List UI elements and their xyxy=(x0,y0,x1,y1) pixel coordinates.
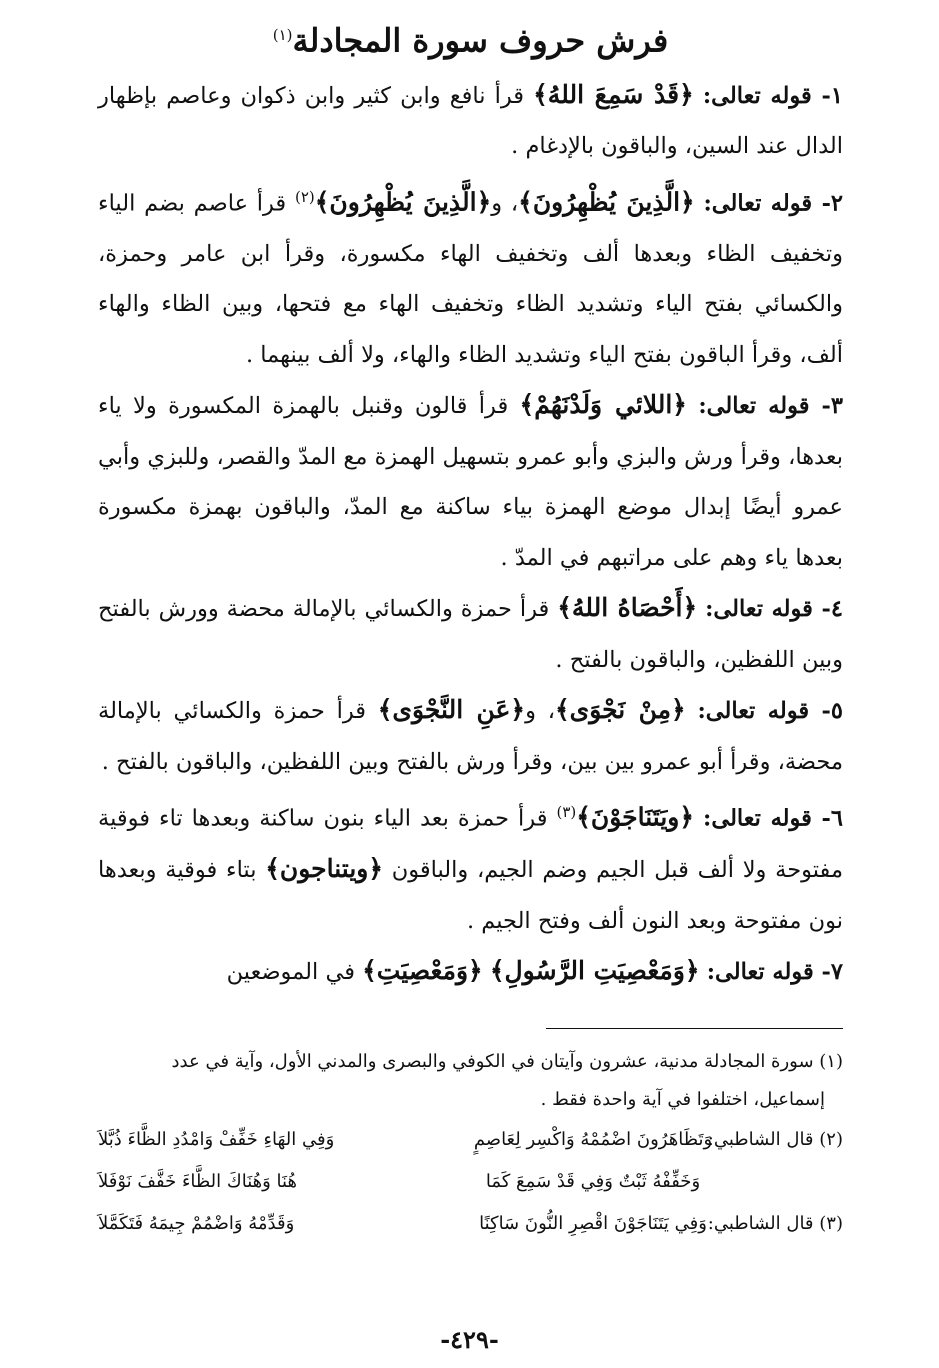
quran-quote: ﴿اللائي وَلَدْنَهُمْ﴾ xyxy=(519,390,687,420)
footnote-divider xyxy=(546,1028,843,1029)
paragraph-7 xyxy=(98,946,843,998)
paragraph-text xyxy=(697,596,705,622)
paragraph-text: قرأ عاصم بضم الياء وتخفيف الظاء وبعدها ألف وتخفيف الهاء مكسورة، وقرأ ابن عامر وحمزة، والكسائي بفتح الياء وتشديد الظاء وتخفيف الهاء مع فتحها، وبين الظاء والهاء ألف، وقرأ الباقون بفتح الياء وتشديد الظاء والهاء، ولا ألف بينهما . xyxy=(98,190,843,368)
paragraph-number-lead: ٥- قوله تعالى: xyxy=(697,698,843,725)
footnote-2-verse-1 xyxy=(98,1119,843,1161)
body-text xyxy=(98,70,843,998)
verse-hemistich-second: هُنَا وَهُنَاكَ الظَّاءَ خَفَّفَ نَوْفَلاَ xyxy=(98,1170,297,1192)
quran-quote: ﴿قَدْ سَمِعَ اللهُ﴾ xyxy=(533,79,694,109)
paragraph-text: ، و xyxy=(491,190,519,217)
footnote-3-label: (٣) قال الشاطبي: xyxy=(707,1212,843,1234)
page-title xyxy=(98,12,843,64)
footnote-1-line-1: (١) سورة المجادلة مدنية، عشرون وآيتان في الكوفي والبصرى والمدني الأول، وآية في عدد xyxy=(171,1050,843,1072)
page-title-text: فرش حروف سورة المجادلة xyxy=(292,21,669,60)
paragraph-text: قرأ حمزة بعد الياء بنون ساكنة وبعدها تاء فوقية مفتوحة ولا ألف قبل الجيم وضم الجيم، والباقون xyxy=(98,805,843,884)
paragraph-text xyxy=(687,393,698,419)
paragraph-2 xyxy=(98,172,843,381)
paragraph-text: ، و xyxy=(525,698,556,725)
paragraph-number-lead: ١- قوله تعالى: xyxy=(702,82,843,109)
paragraph-4 xyxy=(98,583,843,685)
paragraph-number-lead: ٧- قوله تعالى: xyxy=(706,959,843,986)
verse-hemistich-second: وَفِي الهَاءِ خَفِّفْ وَامْدُدِ الظَّاءَ ذُبَّلاَ xyxy=(98,1128,335,1150)
paragraph-text xyxy=(700,959,707,985)
footnote-1-line-2: إسماعيل، اختلفوا في آية واحدة فقط . xyxy=(540,1088,825,1110)
page-number: -٤٢٩- xyxy=(440,1325,499,1354)
paragraph-number-lead: ٣- قوله تعالى: xyxy=(698,393,843,420)
paragraph-text: في الموضعين xyxy=(226,959,363,986)
paragraph-3 xyxy=(98,380,843,583)
quran-quote: ﴿الَّذِينَ يُظْهِرُونَ﴾ xyxy=(314,187,492,217)
paragraph-number-lead: ٦- قوله تعالى: xyxy=(703,805,843,832)
paragraph-number-lead: ٤- قوله تعالى: xyxy=(705,596,843,623)
verse-hemistich-second: وَقَدِّمْهُ وَاضْمُمْ جِيمَهُ فَتَكَمَّلاَ xyxy=(98,1212,295,1234)
footnote-marker: (٢) xyxy=(294,187,315,206)
verse-hemistich-first: وَفِي يَتَنَاجَوْنَ اقْصِرِ النُّونَ سَاكِنًا xyxy=(479,1212,707,1234)
quran-quote: ﴿ويَتَنَاجَوْنَ﴾ xyxy=(576,802,695,832)
paragraph-text xyxy=(694,806,703,832)
paragraph-5 xyxy=(98,685,843,787)
paragraph-text xyxy=(694,83,703,109)
verse-hemistich-first: وَخَفِّفْهُ ثَبْتٌ وَفِي قَدْ سَمِعَ كَمَا xyxy=(485,1170,701,1192)
paragraph-text: قرأ حمزة والكسائي بالإمالة محضة وورش بالفتح وبين اللفظين، والباقون بالفتح . xyxy=(98,596,843,673)
quran-quote: ﴿الَّذِينَ يُظْهِرُونَ﴾ xyxy=(518,187,695,217)
footnotes xyxy=(98,1043,843,1245)
paragraph-text: قرأ حمزة والكسائي بالإمالة محضة، وقرأ أبو عمرو بين بين، وقرأ ورش بالفتح وبين اللفظين، والباقون بالفتح . xyxy=(98,698,843,775)
quran-quote: ﴿ويتناجون﴾ xyxy=(265,854,383,884)
paragraph-6 xyxy=(98,787,843,946)
paragraph-1 xyxy=(98,70,843,172)
footnote-2-verse-2 xyxy=(98,1161,843,1203)
footnote-3-verse-1 xyxy=(98,1203,843,1245)
footnote-2-label: (٢) قال الشاطبي: xyxy=(707,1128,843,1150)
title-footnote-marker: (١) xyxy=(272,26,293,44)
verse-hemistich-first: وَتَظَاهَرُونَ اضْمُمْهُ وَاكْسِر لِعَاصِمٍ xyxy=(473,1128,713,1150)
paragraph-number-lead: ٢- قوله تعالى: xyxy=(703,190,843,217)
quran-quote: ﴿عَنِ النَّجْوَى﴾ xyxy=(377,695,526,725)
paragraph-text xyxy=(483,959,490,985)
paragraph-text: قرأ نافع وابن كثير وابن ذكوان وعاصم بإظهار الدال عند السين، والباقون بالإدغام . xyxy=(98,82,843,160)
paragraph-text xyxy=(686,698,698,724)
quran-quote: ﴿أَحْصَاهُ اللهُ﴾ xyxy=(557,593,698,623)
quran-quote: ﴿وَمَعْصِيَتِ الرَّسُولِ﴾ xyxy=(489,956,700,986)
quran-quote: ﴿مِنْ نَجْوَى﴾ xyxy=(555,695,686,725)
footnote-marker: (٣) xyxy=(556,803,577,822)
quran-quote: ﴿وَمَعْصِيَتِ﴾ xyxy=(362,956,483,986)
paragraph-text: بتاء فوقية وبعدها نون مفتوحة وبعد النون ألف وفتح الجيم . xyxy=(98,857,843,934)
paragraph-text: قرأ قالون وقنبل بالهمزة المكسورة ولا ياء بعدها، وقرأ ورش والبزي وأبو عمرو بتسهيل الهمزة مع المدّ والقصر، وللبزي وأبي عمرو أيضًا إبدال موضع الهمزة بياء ساكنة مع المدّ، والباقون بهمزة مكسورة بعدها ياء وهم على مراتبهم في المدّ . xyxy=(98,393,843,571)
